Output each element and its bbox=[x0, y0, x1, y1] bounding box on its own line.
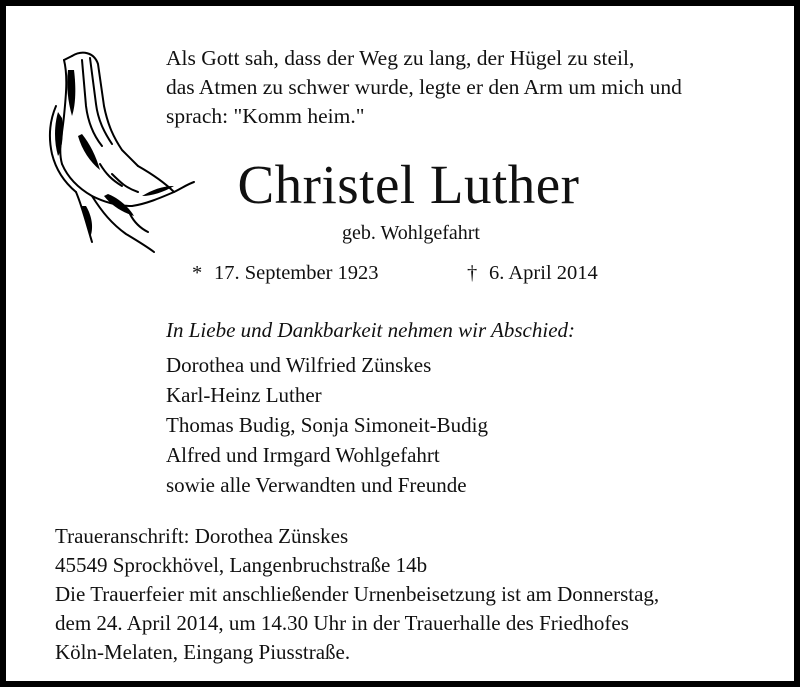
birth-date: 17. September 1923 bbox=[214, 262, 379, 284]
death-symbol: † bbox=[467, 262, 478, 284]
poem-line: Als Gott sah, dass der Weg zu lang, der Hügel zu steil, bbox=[166, 46, 635, 70]
death-date-line bbox=[467, 260, 598, 286]
funeral-details bbox=[55, 522, 659, 667]
funeral-info-line: dem 24. April 2014, um 14.30 Uhr in der Trauerhalle des Friedhofes bbox=[55, 611, 629, 635]
poem bbox=[166, 44, 682, 131]
birth-symbol: * bbox=[192, 262, 203, 284]
poem-line: sprach: "Komm heim." bbox=[166, 104, 365, 128]
mourner-line: sowie alle Verwandten und Freunde bbox=[166, 473, 467, 497]
mourning-address-label: Traueranschrift: Dorothea Zünskes bbox=[55, 524, 349, 548]
poem-line: das Atmen zu schwer wurde, legte er den Arm um mich und bbox=[166, 75, 682, 99]
born-name: geb. Wohlgefahrt bbox=[342, 222, 480, 244]
birth-date-line bbox=[192, 260, 379, 286]
mourner-line: Alfred und Irmgard Wohlgefahrt bbox=[166, 443, 440, 467]
funeral-info-line: Die Trauerfeier mit anschließender Urnenbeisetzung ist am Donnerstag, bbox=[55, 582, 660, 606]
deceased-name: Christel Luther bbox=[237, 154, 580, 215]
mourners-list bbox=[166, 350, 488, 500]
mourner-line: Thomas Budig, Sonja Simoneit-Budig bbox=[166, 413, 489, 437]
farewell-intro: In Liebe und Dankbarkeit nehmen wir Abschied: bbox=[166, 318, 576, 342]
mourner-line: Karl-Heinz Luther bbox=[166, 383, 322, 407]
mourner-line: Dorothea und Wilfried Zünskes bbox=[166, 353, 432, 377]
death-date: 6. April 2014 bbox=[489, 262, 598, 284]
mourning-address: 45549 Sprockhövel, Langenbruchstraße 14b bbox=[55, 553, 428, 577]
funeral-info-line: Köln-Melaten, Eingang Piusstraße. bbox=[55, 640, 351, 664]
